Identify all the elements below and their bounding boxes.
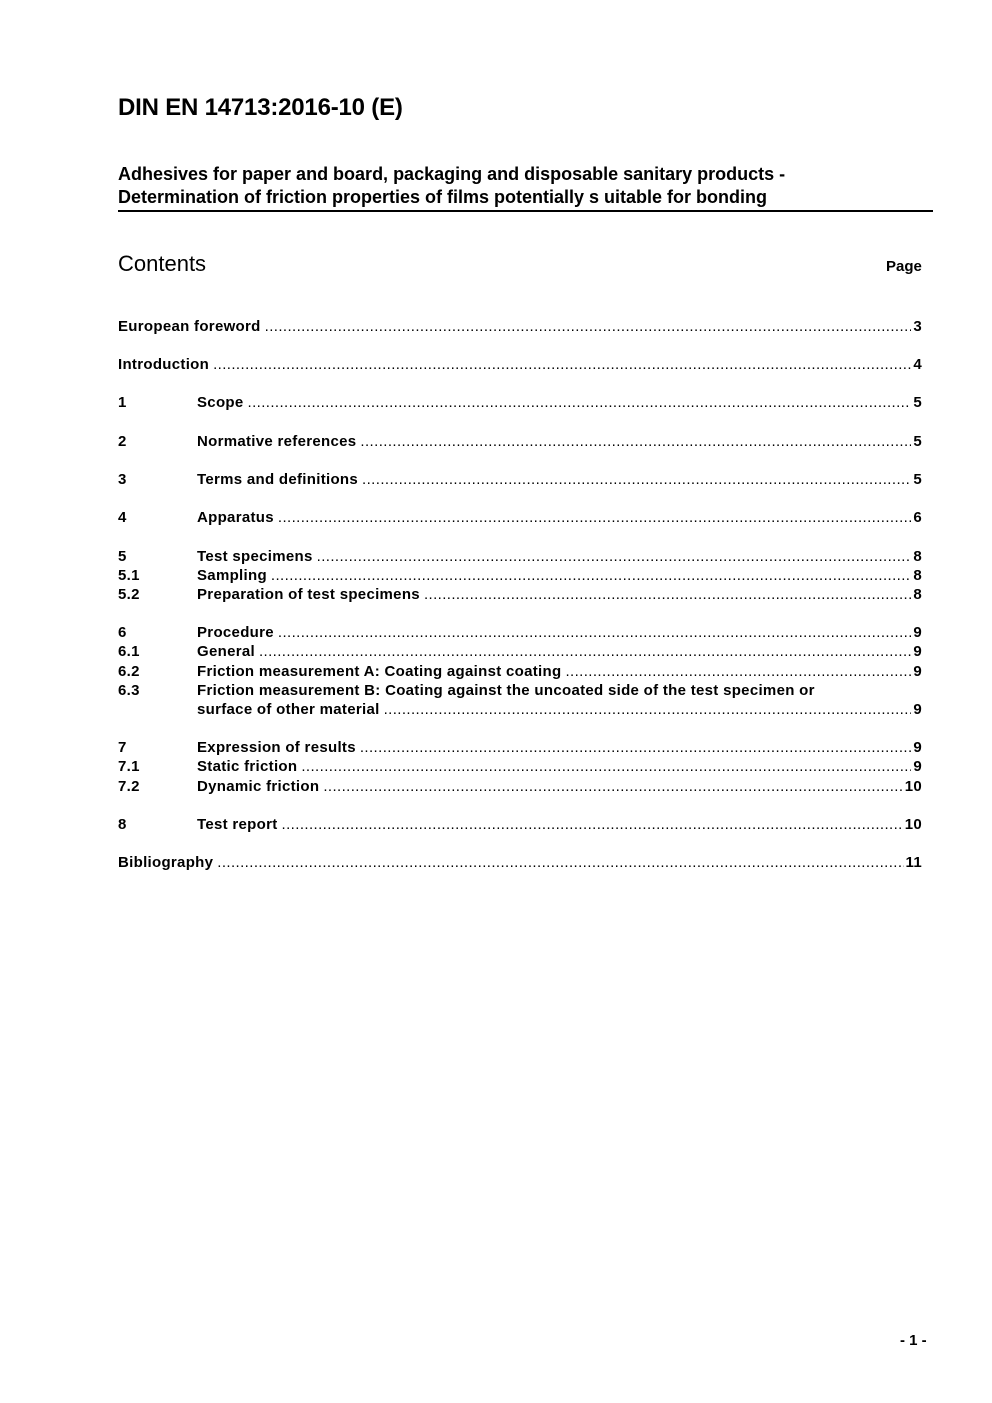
toc-entry-label: Test report (197, 816, 278, 833)
toc-leader-dots (565, 663, 911, 680)
toc-entry-label: Normative references (197, 433, 357, 450)
toc-entry-7-2[interactable] (118, 776, 922, 795)
toc-leader-dots (360, 433, 911, 450)
document-title (118, 163, 933, 212)
toc-entry-page: 9 (913, 643, 922, 660)
toc-leader-dots (278, 509, 911, 526)
toc-leader-dots (317, 548, 912, 565)
toc-leader-dots (265, 318, 912, 335)
document-id: DIN EN 14713:2016-10 (E) (118, 94, 403, 121)
toc-entry-page: 5 (913, 471, 922, 488)
document-title-line-2: Determination of friction properties of films potentially s uitable for bonding (118, 187, 768, 207)
footer-page-number: - 1 - (900, 1332, 927, 1349)
toc-leader-dots (271, 567, 911, 584)
toc-entry-number: 6.1 (118, 643, 140, 660)
toc-entry-page: 4 (913, 356, 922, 373)
toc-entry-label: Terms and definitions (197, 471, 359, 488)
toc-entry-label: Test specimens (197, 548, 313, 565)
toc-entry-number: 6.3 (118, 682, 140, 699)
toc-entry-page: 8 (913, 548, 922, 565)
page-column-label: Page (886, 258, 922, 275)
toc-entry-8[interactable] (118, 814, 922, 833)
toc-entry-number: 5 (118, 548, 127, 565)
toc-entry-5-2[interactable] (118, 584, 922, 603)
toc-entry-number: 7.1 (118, 758, 140, 775)
toc-entry-page: 5 (913, 433, 922, 450)
toc-entry-number: 1 (118, 394, 127, 411)
toc-entry-7[interactable] (118, 737, 922, 756)
toc-entry-label: Scope (197, 394, 244, 411)
toc-entry-label: Introduction (118, 356, 210, 373)
toc-entry-number: 5.2 (118, 586, 140, 603)
toc-entry-page: 9 (913, 739, 922, 756)
toc-entry-page: 5 (913, 394, 922, 411)
toc-entry-label: Friction measurement A: Coating against coating (197, 663, 562, 680)
toc-entry-4[interactable] (118, 507, 922, 526)
toc-entry-6-2[interactable] (118, 661, 922, 680)
toc-entry-european-foreword[interactable] (118, 316, 922, 335)
toc-entry-2[interactable] (118, 431, 922, 450)
toc-leader-dots (362, 471, 911, 488)
document-title-line-1: Adhesives for paper and board, packaging and disposable sanitary products - (118, 164, 786, 184)
toc-entry-label: Sampling (197, 567, 267, 584)
toc-entry-label: Bibliography (118, 854, 214, 871)
toc-entry-label: Preparation of test specimens (197, 586, 420, 603)
toc-leader-dots (424, 586, 911, 603)
toc-entry-number: 8 (118, 816, 127, 833)
toc-entry-7-1[interactable] (118, 756, 922, 775)
toc-entry-label: Dynamic friction (197, 778, 320, 795)
toc-leader-dots (360, 739, 911, 756)
toc-entry-label: Procedure (197, 624, 274, 641)
toc-leader-dots (217, 854, 903, 871)
toc-entry-number: 2 (118, 433, 127, 450)
toc-entry-number: 7 (118, 739, 127, 756)
toc-entry-bibliography[interactable] (118, 852, 922, 871)
toc-entry-page: 9 (913, 663, 922, 680)
toc-leader-dots (323, 778, 902, 795)
toc-leader-dots (259, 643, 911, 660)
toc-entry-label: General (197, 643, 255, 660)
toc-leader-dots (282, 816, 903, 833)
toc-entry-6-1[interactable] (118, 641, 922, 660)
toc-entry-number: 7.2 (118, 778, 140, 795)
toc-entry-label: European foreword (118, 318, 261, 335)
toc-entry-5[interactable] (118, 546, 922, 565)
toc-entry-6[interactable] (118, 622, 922, 641)
toc-entry-number: 3 (118, 471, 127, 488)
toc-leader-dots (248, 394, 912, 411)
contents-heading: Contents (118, 251, 207, 276)
toc-leader-dots (213, 356, 911, 373)
toc-entry-number: 6 (118, 624, 127, 641)
toc-entry-number: 6.2 (118, 663, 140, 680)
toc-entry-label: Expression of results (197, 739, 356, 756)
toc-entry-label: Apparatus (197, 509, 274, 526)
toc-entry-5-1[interactable] (118, 565, 922, 584)
toc-leader-dots (384, 701, 912, 718)
toc-entry-page: 8 (913, 567, 922, 584)
toc-entry-page: 9 (913, 624, 922, 641)
toc-entry-6-3-continued[interactable] (118, 699, 922, 718)
toc-leader-dots (278, 624, 911, 641)
toc-entry-page: 10 (904, 816, 922, 833)
toc-entry-page: 10 (904, 778, 922, 795)
toc-entry-introduction[interactable] (118, 354, 922, 373)
toc-entry-3[interactable] (118, 469, 922, 488)
toc-entry-1[interactable] (118, 392, 922, 411)
toc-entry-label: Static friction (197, 758, 298, 775)
toc-leader-dots (301, 758, 911, 775)
toc-entry-page: 8 (913, 586, 922, 603)
toc-entry-label: Friction measurement B: Coating against the uncoated side of the test specimen or (197, 682, 815, 699)
toc-entry-page: 9 (913, 701, 922, 718)
toc-entry-page: 6 (913, 509, 922, 526)
toc-entry-label-continued: surface of other material (197, 701, 380, 718)
toc-entry-6-3[interactable] (118, 680, 922, 699)
toc-entry-page: 11 (905, 854, 922, 871)
toc-entry-number: 4 (118, 509, 127, 526)
toc-entry-page: 3 (913, 318, 922, 335)
toc-entry-number: 5.1 (118, 567, 140, 584)
toc-entry-page: 9 (913, 758, 922, 775)
